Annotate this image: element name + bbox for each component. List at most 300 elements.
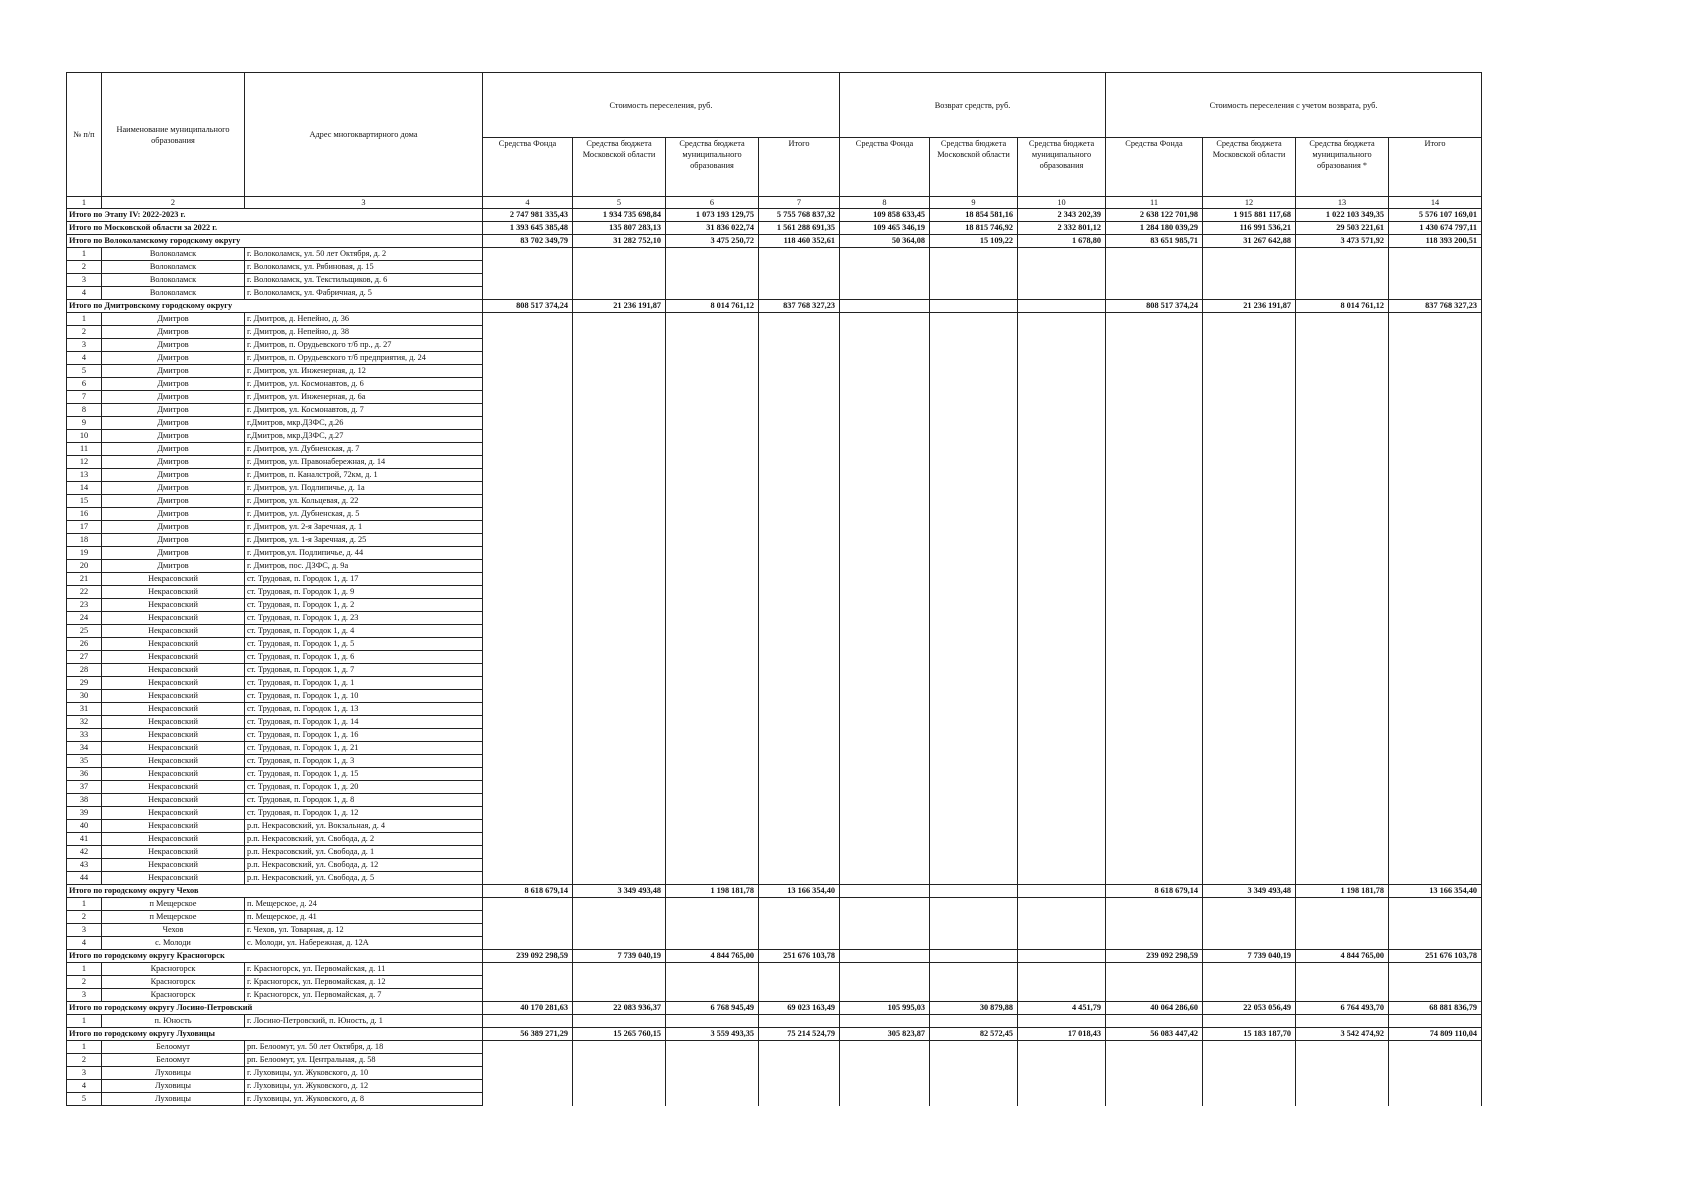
total-value-cell: 1 198 181,78 — [666, 885, 759, 898]
empty-value-cell — [483, 391, 573, 404]
table-row — [67, 729, 1482, 742]
empty-value-cell — [840, 287, 930, 300]
empty-value-cell — [1106, 638, 1203, 651]
empty-value-cell — [930, 1080, 1018, 1093]
empty-value-cell — [1203, 495, 1296, 508]
empty-value-cell — [1296, 469, 1389, 482]
empty-value-cell — [483, 924, 573, 937]
municipality-cell: Некрасовский — [102, 651, 245, 664]
empty-value-cell — [1296, 547, 1389, 560]
row-number-cell: 2 — [67, 911, 102, 924]
municipality-cell: Некрасовский — [102, 859, 245, 872]
empty-value-cell — [1018, 404, 1106, 417]
table-row — [67, 586, 1482, 599]
empty-value-cell — [1106, 612, 1203, 625]
empty-value-cell — [573, 417, 666, 430]
empty-value-cell — [1106, 365, 1203, 378]
empty-value-cell — [1106, 1080, 1203, 1093]
empty-value-cell — [1106, 755, 1203, 768]
empty-value-cell — [840, 1041, 930, 1054]
empty-value-cell — [759, 1080, 840, 1093]
empty-value-cell — [1106, 651, 1203, 664]
empty-value-cell — [930, 547, 1018, 560]
total-value-cell: 239 092 298,59 — [483, 950, 573, 963]
empty-value-cell — [666, 573, 759, 586]
empty-value-cell — [483, 937, 573, 950]
empty-value-cell — [1389, 937, 1482, 950]
empty-value-cell — [1296, 755, 1389, 768]
empty-value-cell — [930, 378, 1018, 391]
row-number-cell: 1 — [67, 248, 102, 261]
header-address: Адрес многоквартирного дома — [245, 73, 483, 197]
empty-value-cell — [930, 911, 1018, 924]
empty-value-cell — [573, 248, 666, 261]
empty-value-cell — [483, 248, 573, 261]
empty-value-cell — [1203, 1067, 1296, 1080]
table-row — [67, 573, 1482, 586]
table-row — [67, 690, 1482, 703]
empty-value-cell — [1018, 326, 1106, 339]
empty-value-cell — [840, 404, 930, 417]
empty-value-cell — [759, 352, 840, 365]
empty-value-cell — [759, 794, 840, 807]
empty-value-cell — [1018, 768, 1106, 781]
empty-value-cell — [666, 807, 759, 820]
total-value-cell: 837 768 327,23 — [1389, 300, 1482, 313]
municipality-cell: Дмитров — [102, 456, 245, 469]
row-number-cell: 3 — [67, 989, 102, 1002]
empty-value-cell — [1018, 742, 1106, 755]
empty-value-cell — [483, 898, 573, 911]
row-number-cell: 8 — [67, 404, 102, 417]
empty-value-cell — [1203, 352, 1296, 365]
empty-value-cell — [1296, 664, 1389, 677]
table-row — [67, 1054, 1482, 1067]
empty-value-cell — [759, 911, 840, 924]
column-number: 13 — [1296, 197, 1389, 209]
empty-value-cell — [1106, 729, 1203, 742]
table-row — [67, 963, 1482, 976]
row-number-cell: 2 — [67, 976, 102, 989]
empty-value-cell — [1203, 560, 1296, 573]
empty-value-cell — [840, 1067, 930, 1080]
empty-value-cell — [666, 625, 759, 638]
empty-value-cell — [840, 794, 930, 807]
address-cell: г. Дмитров, ул. Кольцевая, д. 22 — [245, 495, 483, 508]
table-row — [67, 1067, 1482, 1080]
empty-value-cell — [759, 248, 840, 261]
empty-value-cell — [1018, 781, 1106, 794]
empty-value-cell — [759, 313, 840, 326]
table-row — [67, 989, 1482, 1002]
empty-value-cell — [1203, 1080, 1296, 1093]
address-cell: ст. Трудовая, п. Городок 1, д. 6 — [245, 651, 483, 664]
empty-value-cell — [1203, 898, 1296, 911]
empty-value-cell — [930, 274, 1018, 287]
empty-value-cell — [930, 742, 1018, 755]
row-number-cell: 42 — [67, 846, 102, 859]
total-value-cell — [1018, 885, 1106, 898]
empty-value-cell — [1018, 677, 1106, 690]
empty-value-cell — [1106, 586, 1203, 599]
empty-value-cell — [666, 781, 759, 794]
empty-value-cell — [930, 521, 1018, 534]
empty-value-cell — [930, 430, 1018, 443]
empty-value-cell — [1296, 937, 1389, 950]
total-value-cell: 13 166 354,40 — [759, 885, 840, 898]
empty-value-cell — [840, 1093, 930, 1106]
empty-value-cell — [1018, 690, 1106, 703]
empty-value-cell — [840, 534, 930, 547]
header-subcolumn: Итого — [1389, 138, 1482, 197]
empty-value-cell — [573, 495, 666, 508]
row-number-cell: 5 — [67, 365, 102, 378]
empty-value-cell — [1018, 261, 1106, 274]
empty-value-cell — [483, 1067, 573, 1080]
empty-value-cell — [1018, 378, 1106, 391]
address-cell: г. Дмитров, ул. 1-я Заречная, д. 25 — [245, 534, 483, 547]
empty-value-cell — [1106, 430, 1203, 443]
row-number-cell: 38 — [67, 794, 102, 807]
empty-value-cell — [1389, 898, 1482, 911]
table-row — [67, 1093, 1482, 1106]
empty-value-cell — [1106, 326, 1203, 339]
municipality-cell: Некрасовский — [102, 768, 245, 781]
empty-value-cell — [759, 924, 840, 937]
header-subcolumn: Средства бюджета Московской области — [930, 138, 1018, 197]
empty-value-cell — [840, 651, 930, 664]
empty-value-cell — [573, 469, 666, 482]
empty-value-cell — [1018, 976, 1106, 989]
empty-value-cell — [930, 781, 1018, 794]
empty-value-cell — [1296, 326, 1389, 339]
municipality-cell: Дмитров — [102, 508, 245, 521]
total-value-cell: 8 618 679,14 — [1106, 885, 1203, 898]
empty-value-cell — [1106, 794, 1203, 807]
empty-value-cell — [759, 976, 840, 989]
empty-value-cell — [666, 690, 759, 703]
table-row — [67, 755, 1482, 768]
empty-value-cell — [666, 820, 759, 833]
table-row — [67, 547, 1482, 560]
empty-value-cell — [573, 287, 666, 300]
empty-value-cell — [573, 365, 666, 378]
empty-value-cell — [1389, 690, 1482, 703]
table-row — [67, 443, 1482, 456]
empty-value-cell — [840, 742, 930, 755]
total-value-cell: 1 022 103 349,35 — [1296, 209, 1389, 222]
empty-value-cell — [483, 664, 573, 677]
row-number-cell: 24 — [67, 612, 102, 625]
empty-value-cell — [483, 599, 573, 612]
column-number: 1 — [67, 197, 102, 209]
empty-value-cell — [573, 989, 666, 1002]
table-row — [67, 898, 1482, 911]
row-number-cell: 21 — [67, 573, 102, 586]
empty-value-cell — [1389, 976, 1482, 989]
empty-value-cell — [1203, 287, 1296, 300]
empty-value-cell — [1296, 1015, 1389, 1028]
table-row — [67, 287, 1482, 300]
table-row — [67, 794, 1482, 807]
empty-value-cell — [573, 326, 666, 339]
total-value-cell: 7 739 040,19 — [573, 950, 666, 963]
empty-value-cell — [573, 911, 666, 924]
municipality-cell: Луховицы — [102, 1080, 245, 1093]
municipality-cell: Дмитров — [102, 313, 245, 326]
empty-value-cell — [1106, 469, 1203, 482]
row-number-cell: 10 — [67, 430, 102, 443]
header-group-net: Стоимость переселения с учетом возврата, руб. — [1106, 73, 1482, 138]
empty-value-cell — [1106, 521, 1203, 534]
empty-value-cell — [759, 495, 840, 508]
empty-value-cell — [1296, 820, 1389, 833]
empty-value-cell — [1296, 248, 1389, 261]
empty-value-cell — [1389, 573, 1482, 586]
empty-value-cell — [573, 625, 666, 638]
empty-value-cell — [1389, 339, 1482, 352]
empty-value-cell — [1389, 391, 1482, 404]
address-cell: ст. Трудовая, п. Городок 1, д. 10 — [245, 690, 483, 703]
empty-value-cell — [1106, 976, 1203, 989]
empty-value-cell — [483, 625, 573, 638]
empty-value-cell — [666, 729, 759, 742]
total-row-label: Итого по Московской области за 2022 г. — [67, 222, 483, 235]
empty-value-cell — [1018, 664, 1106, 677]
empty-value-cell — [1106, 872, 1203, 885]
empty-value-cell — [1203, 1054, 1296, 1067]
empty-value-cell — [930, 469, 1018, 482]
empty-value-cell — [759, 391, 840, 404]
total-value-cell: 305 823,87 — [840, 1028, 930, 1041]
empty-value-cell — [759, 378, 840, 391]
empty-value-cell — [483, 690, 573, 703]
table-row — [67, 651, 1482, 664]
empty-value-cell — [1106, 534, 1203, 547]
empty-value-cell — [1106, 807, 1203, 820]
municipality-cell: Дмитров — [102, 521, 245, 534]
empty-value-cell — [840, 417, 930, 430]
empty-value-cell — [1296, 313, 1389, 326]
table-row — [67, 638, 1482, 651]
empty-value-cell — [759, 534, 840, 547]
empty-value-cell — [666, 833, 759, 846]
empty-value-cell — [759, 859, 840, 872]
municipality-cell: Дмитров — [102, 417, 245, 430]
address-cell: г. Дмитров, д. Непейно, д. 38 — [245, 326, 483, 339]
row-number-cell: 4 — [67, 287, 102, 300]
total-row-label: Итого по Этапу IV: 2022-2023 г. — [67, 209, 483, 222]
total-value-cell: 808 517 374,24 — [1106, 300, 1203, 313]
total-row-label: Итого по городскому округу Чехов — [67, 885, 483, 898]
empty-value-cell — [1296, 443, 1389, 456]
total-value-cell: 13 166 354,40 — [1389, 885, 1482, 898]
empty-value-cell — [759, 872, 840, 885]
empty-value-cell — [666, 768, 759, 781]
empty-value-cell — [666, 1093, 759, 1106]
empty-value-cell — [1018, 755, 1106, 768]
empty-value-cell — [840, 638, 930, 651]
empty-value-cell — [1389, 716, 1482, 729]
empty-value-cell — [666, 456, 759, 469]
municipality-cell: Дмитров — [102, 326, 245, 339]
empty-value-cell — [759, 1054, 840, 1067]
empty-value-cell — [666, 326, 759, 339]
empty-value-cell — [666, 976, 759, 989]
municipality-cell: Белоомут — [102, 1041, 245, 1054]
empty-value-cell — [840, 586, 930, 599]
total-value-cell: 31 282 752,10 — [573, 235, 666, 248]
column-number: 9 — [930, 197, 1018, 209]
total-value-cell: 105 995,03 — [840, 1002, 930, 1015]
row-number-cell: 25 — [67, 625, 102, 638]
empty-value-cell — [1296, 859, 1389, 872]
address-cell: г. Дмитров, ул. Правонабережная, д. 14 — [245, 456, 483, 469]
empty-value-cell — [840, 430, 930, 443]
row-number-cell: 1 — [67, 898, 102, 911]
empty-value-cell — [759, 1067, 840, 1080]
column-number: 3 — [245, 197, 483, 209]
total-value-cell — [930, 300, 1018, 313]
table-row — [67, 976, 1482, 989]
empty-value-cell — [1203, 664, 1296, 677]
total-value-cell: 3 542 474,92 — [1296, 1028, 1389, 1041]
address-cell: р.п. Некрасовский, ул. Свобода, д. 2 — [245, 833, 483, 846]
total-value-cell: 56 083 447,42 — [1106, 1028, 1203, 1041]
municipality-cell: Дмитров — [102, 443, 245, 456]
empty-value-cell — [1018, 573, 1106, 586]
table-row — [67, 612, 1482, 625]
total-value-cell: 8 014 761,12 — [666, 300, 759, 313]
empty-value-cell — [1389, 560, 1482, 573]
empty-value-cell — [930, 1093, 1018, 1106]
row-number-cell: 3 — [67, 274, 102, 287]
empty-value-cell — [1389, 924, 1482, 937]
municipality-cell: Дмитров — [102, 469, 245, 482]
empty-value-cell — [930, 872, 1018, 885]
empty-value-cell — [1203, 430, 1296, 443]
total-value-cell — [840, 950, 930, 963]
municipality-cell: Луховицы — [102, 1067, 245, 1080]
empty-value-cell — [483, 976, 573, 989]
empty-value-cell — [1203, 261, 1296, 274]
header-subcolumn: Средства Фонда — [1106, 138, 1203, 197]
address-cell: г. Луховицы, ул. Жуковского, д. 8 — [245, 1093, 483, 1106]
header-group-return: Возврат средств, руб. — [840, 73, 1106, 138]
empty-value-cell — [1106, 664, 1203, 677]
empty-value-cell — [759, 846, 840, 859]
empty-value-cell — [759, 677, 840, 690]
empty-value-cell — [483, 326, 573, 339]
address-cell: ст. Трудовая, п. Городок 1, д. 1 — [245, 677, 483, 690]
empty-value-cell — [483, 989, 573, 1002]
empty-value-cell — [930, 443, 1018, 456]
empty-value-cell — [573, 768, 666, 781]
municipality-cell: Некрасовский — [102, 755, 245, 768]
empty-value-cell — [666, 443, 759, 456]
total-row — [67, 950, 1482, 963]
address-cell: г. Волоколамск, ул. Текстильщиков, д. 6 — [245, 274, 483, 287]
address-cell: ст. Трудовая, п. Городок 1, д. 9 — [245, 586, 483, 599]
address-cell: р.п. Некрасовский, ул. Вокзальная, д. 4 — [245, 820, 483, 833]
empty-value-cell — [840, 898, 930, 911]
table-row — [67, 326, 1482, 339]
empty-value-cell — [1018, 651, 1106, 664]
empty-value-cell — [759, 963, 840, 976]
empty-value-cell — [573, 404, 666, 417]
empty-value-cell — [483, 586, 573, 599]
empty-value-cell — [1389, 417, 1482, 430]
address-cell: г. Волоколамск, ул. Фабричная, д. 5 — [245, 287, 483, 300]
table-row — [67, 508, 1482, 521]
total-row — [67, 235, 1482, 248]
empty-value-cell — [759, 586, 840, 599]
empty-value-cell — [483, 573, 573, 586]
municipality-cell: Дмитров — [102, 534, 245, 547]
empty-value-cell — [1296, 456, 1389, 469]
empty-value-cell — [1018, 313, 1106, 326]
empty-value-cell — [1389, 261, 1482, 274]
empty-value-cell — [666, 261, 759, 274]
empty-value-cell — [1106, 1093, 1203, 1106]
resettlement-table-sheet — [66, 72, 1482, 1106]
empty-value-cell — [573, 521, 666, 534]
empty-value-cell — [930, 261, 1018, 274]
empty-value-cell — [666, 859, 759, 872]
empty-value-cell — [840, 391, 930, 404]
empty-value-cell — [666, 794, 759, 807]
empty-value-cell — [1106, 495, 1203, 508]
municipality-cell: с. Молоди — [102, 937, 245, 950]
empty-value-cell — [1106, 937, 1203, 950]
empty-value-cell — [1018, 469, 1106, 482]
empty-value-cell — [1296, 872, 1389, 885]
column-number: 12 — [1203, 197, 1296, 209]
empty-value-cell — [483, 859, 573, 872]
empty-value-cell — [1203, 742, 1296, 755]
empty-value-cell — [840, 326, 930, 339]
empty-value-cell — [759, 729, 840, 742]
empty-value-cell — [483, 677, 573, 690]
empty-value-cell — [759, 690, 840, 703]
total-value-cell: 69 023 163,49 — [759, 1002, 840, 1015]
empty-value-cell — [483, 352, 573, 365]
address-cell: ст. Трудовая, п. Городок 1, д. 12 — [245, 807, 483, 820]
total-value-cell: 18 815 746,92 — [930, 222, 1018, 235]
empty-value-cell — [483, 729, 573, 742]
empty-value-cell — [666, 742, 759, 755]
empty-value-cell — [1018, 365, 1106, 378]
total-value-cell: 2 332 801,12 — [1018, 222, 1106, 235]
total-value-cell: 50 364,08 — [840, 235, 930, 248]
table-row — [67, 495, 1482, 508]
empty-value-cell — [1203, 508, 1296, 521]
empty-value-cell — [1296, 846, 1389, 859]
empty-value-cell — [1389, 469, 1482, 482]
empty-value-cell — [1018, 807, 1106, 820]
empty-value-cell — [1389, 326, 1482, 339]
empty-value-cell — [1106, 859, 1203, 872]
table-row — [67, 599, 1482, 612]
empty-value-cell — [840, 612, 930, 625]
empty-value-cell — [1296, 924, 1389, 937]
empty-value-cell — [483, 755, 573, 768]
empty-value-cell — [930, 339, 1018, 352]
municipality-cell: Некрасовский — [102, 794, 245, 807]
empty-value-cell — [1296, 638, 1389, 651]
municipality-cell: п Мещерское — [102, 911, 245, 924]
address-cell: г. Дмитров, ул. Космонавтов, д. 6 — [245, 378, 483, 391]
